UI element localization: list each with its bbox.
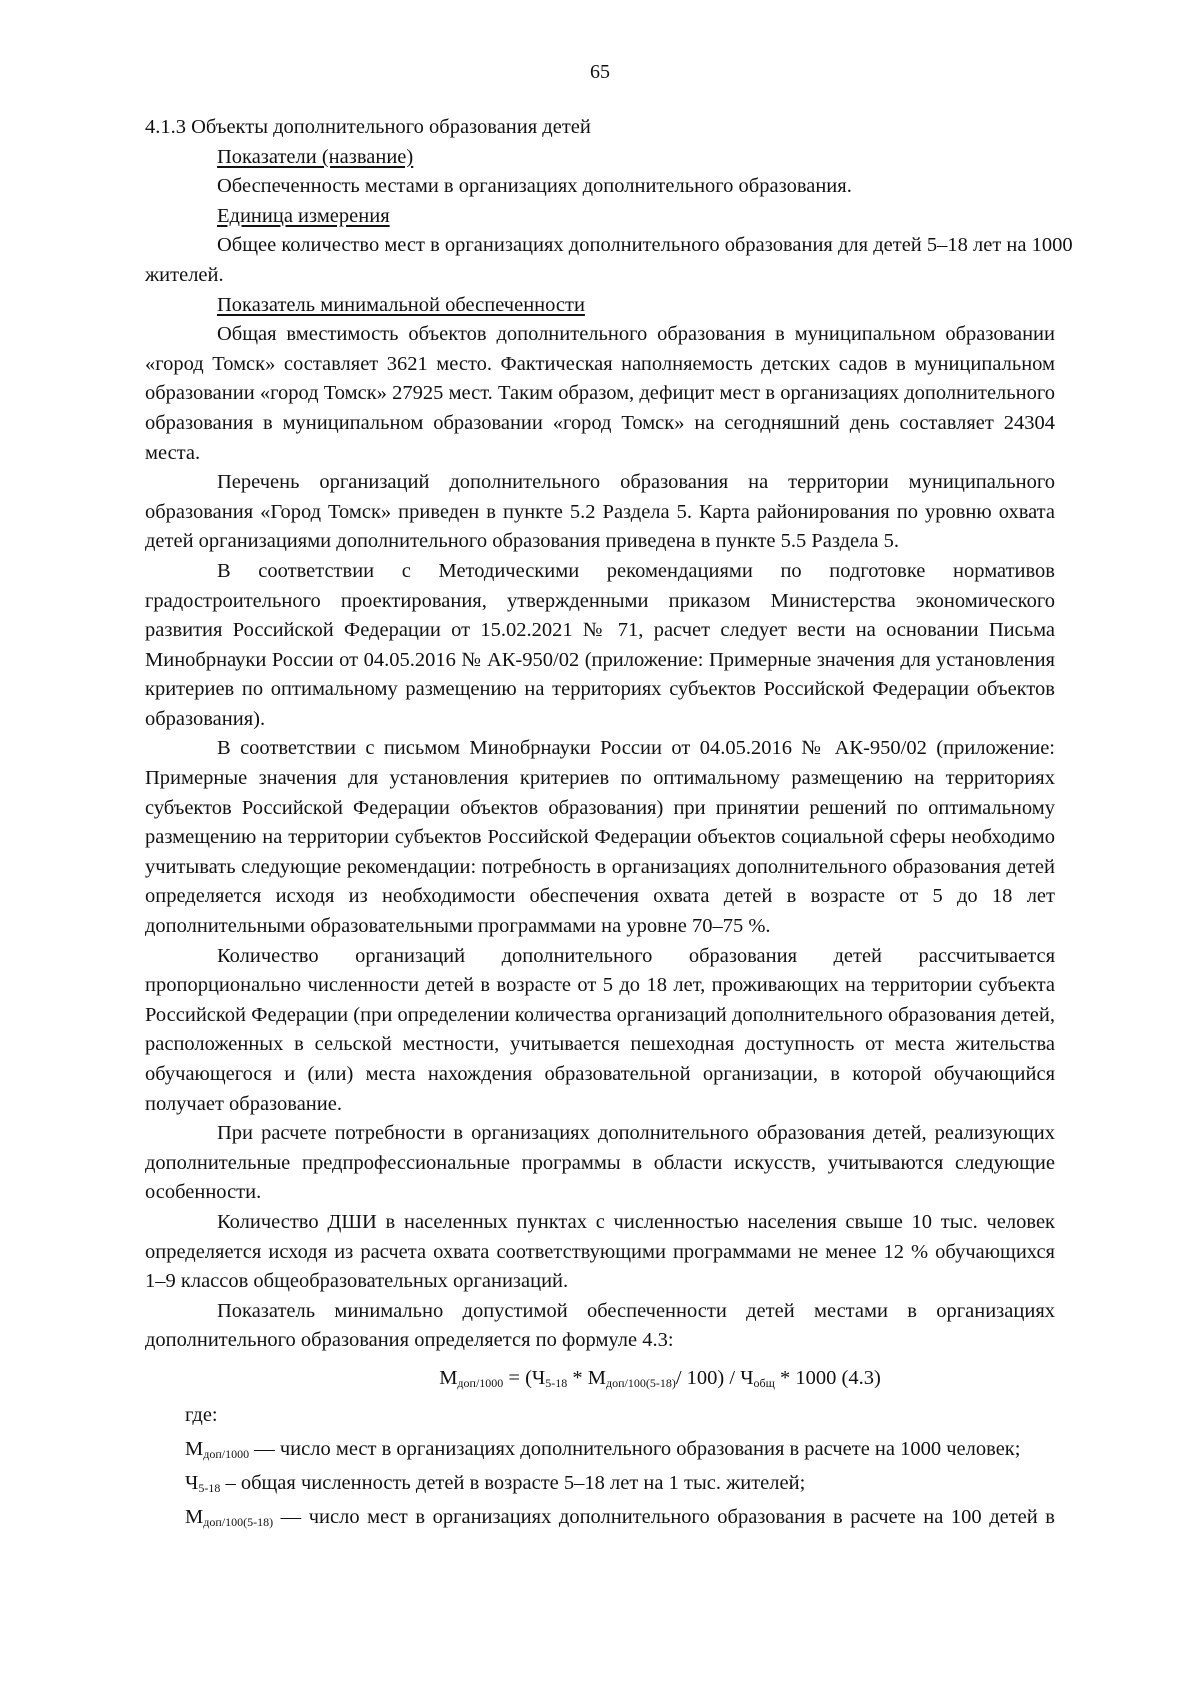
section-title: 4.1.3 Объекты дополнительного образования детей bbox=[145, 116, 591, 138]
paragraph: При расчете потребности в организациях дополнительного образования детей, реализующих дополнительные предпрофессиональные программы в области искусств, учитываются следующие особенности. bbox=[145, 1122, 1055, 1204]
paragraph: Показатель минимально допустимой обеспеченности детей местами в организациях дополнительного образования определяется по формуле 4.3: bbox=[145, 1299, 1055, 1352]
paragraph: Общая вместимость объектов дополнительного образования в муниципальном образовании «город Томск» составляет 3621 место. Фактическая наполняемость детских садов в муниципальном образовании «город Томск» 27925 мест. Таким образом, дефицит мест в организациях дополнительного образования в муниципальном образовании «город Томск» на сегодняшний день составляет 24304 места. bbox=[145, 323, 1055, 464]
unit-text-line2: жителей. bbox=[145, 263, 224, 286]
min-heading: Показатель минимальной обеспеченности bbox=[217, 293, 585, 316]
paragraph: Количество ДШИ в населенных пунктах с численностью населения свыше 10 тыс. человек определяется исходя из расчета охвата соответствующими программами не менее 12 % обучающихся 1–9 классов общеобразовательных организаций. bbox=[145, 1210, 1055, 1293]
definition-ch-5-18: $Ч_{5-18}$ – общая численность детей в возрасте 5–18 лет на 1 тыс. жителей; bbox=[185, 1471, 806, 1495]
indicator-heading: Показатели (название) bbox=[217, 145, 414, 168]
page-number: 65 bbox=[590, 61, 610, 83]
definition-m-dop-100: $М_{доп/100(5-18)}$ — число мест в организациях дополнительного образования в расчете на 100 детей в bbox=[185, 1505, 1055, 1529]
where-label: где: bbox=[185, 1403, 218, 1426]
formula-4-3: $М_{доп/1000} = (Ч_{5-18} * М_{доп/100(5-18)}/$ $100) / Ч_{общ} * 1000$ (4.3) bbox=[439, 1366, 881, 1390]
unit-text-line1: Общее количество мест в организациях дополнительного образования для детей 5–18 лет на 1000 bbox=[217, 234, 1073, 257]
unit-heading: Единица измерения bbox=[217, 204, 390, 227]
paragraph: В соответствии с Методическими рекомендациями по подготовке нормативов градостроительного проектирования, утвержденными приказом Министерства экономического развития Российской Федерации от 15.02.2021 № 71, расчет следует вести на основании Письма Минобрнауки России от 04.05.2016 № АК-950/02 (приложение: Примерные значения для установления критериев по оптимальному размещению на территориях субъектов Российской Федерации объектов образования). bbox=[145, 559, 1055, 730]
indicator-text: Обеспеченность местами в организациях дополнительного образования. bbox=[217, 175, 852, 198]
paragraph: В соответствии с письмом Минобрнауки России от 04.05.2016 № АК-950/02 (приложение: Примерные значения для установления критериев по оптимальному размещению на территориях субъектов Российской Федерации объектов образования) при принятии решений по оптимальному размещению на территории субъектов Российской Федерации объектов социальной сферы необходимо учитывать следующие рекомендации: потребность в организациях дополнительного образования детей определяется исходя из необходимости обеспечения охвата детей в возрасте от 5 до 18 лет дополнительными образовательными программами на уровне 70–75 %. bbox=[145, 737, 1055, 938]
paragraph: Количество организаций дополнительного образования детей рассчитывается пропорционально численности детей в возрасте от 5 до 18 лет, проживающих на территории субъекта Российской Федерации (при определении количества организаций дополнительного образования детей, расположенных в сельской местности, учитывается пешеходная доступность от места жительства обучающегося и (или) места нахождения образовательной организации, в которой обучающийся получает образование. bbox=[145, 944, 1055, 1115]
paragraph: Перечень организаций дополнительного образования на территории муниципального образования «Город Томск» приведен в пункте 5.2 Раздела 5. Карта районирования по уровню охвата детей организациями дополнительного образования приведена в пункте 5.5 Раздела 5. bbox=[145, 471, 1055, 553]
page-content bbox=[145, 113, 1073, 1534]
definition-m-dop-1000: $М_{доп/1000}$ — число мест в организациях дополнительного образования в расчете на 1000 человек; bbox=[185, 1437, 1021, 1461]
